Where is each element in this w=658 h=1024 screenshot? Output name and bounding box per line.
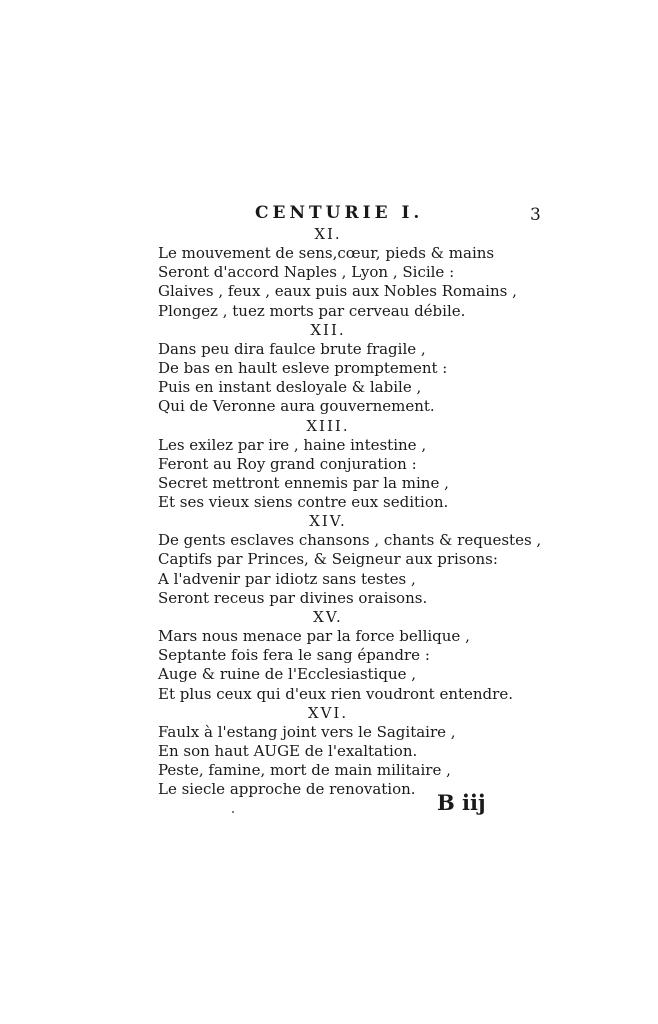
verse-line: Le mouvement de sens,cœur, pieds & mains <box>158 244 495 262</box>
verse-line: Captifs par Princes, & Seigneur aux prisons: <box>158 550 498 569</box>
signature-mark: B iij <box>437 790 486 815</box>
verse-line: A l'advenir par idiotz sans testes , <box>158 569 416 588</box>
quatrain-number: XVI. <box>307 703 349 722</box>
verse-line: Peste, famine, mort de main militaire , <box>158 761 451 780</box>
verse-line: En son haut AUGE de l'exaltation. <box>158 741 418 760</box>
quatrain-number: XI. <box>314 225 342 243</box>
quatrain-number: XV. <box>313 608 343 626</box>
quatrain-14 <box>158 512 558 608</box>
quatrain-15 <box>158 608 558 704</box>
quatrain-list <box>158 225 558 800</box>
verse-line: Feront au Roy grand conjuration : <box>158 454 417 473</box>
verse-line: Les exilez par ire , haine intestine , <box>158 435 427 454</box>
verse-line: Auge & ruine de l'Ecclesiastique , <box>158 665 417 684</box>
verse-line: Septante fois fera le sang épandre : <box>158 646 430 665</box>
verse-line: Glaives , feux , eaux puis aux Nobles Romains , <box>158 282 517 301</box>
quatrain-13 <box>158 417 558 513</box>
verse-line: Puis en instant desloyale & labile , <box>158 378 422 397</box>
verse-line: Mars nous menace par la force bellique , <box>158 627 470 645</box>
page-number: 3 <box>530 205 541 225</box>
quatrain-11 <box>158 225 558 321</box>
verse-line: Et plus ceux qui d'eux rien voudront entendre. <box>158 684 513 703</box>
verse-line: Plongez , tuez morts par cerveau débile. <box>158 301 466 320</box>
verse-line: Seront receus par divines oraisons. <box>158 588 428 607</box>
verse-line: Qui de Veronne aura gouvernement. <box>158 397 435 416</box>
verse-line: Le siecle approche de renovation. <box>158 780 416 799</box>
quatrain-number: XII. <box>310 320 346 339</box>
ink-speck <box>232 811 234 813</box>
quatrain-12 <box>158 321 558 417</box>
verse-line: Seront d'accord Naples , Lyon , Sicile : <box>158 263 455 282</box>
running-title: CENTURIE I. <box>255 203 424 223</box>
verse-line: Faulx à l'estang joint vers le Sagitaire , <box>158 722 456 741</box>
quatrain-number: XIII. <box>306 416 350 435</box>
quatrain-16 <box>158 704 558 800</box>
verse-line: Secret mettront ennemis par la mine , <box>158 473 449 492</box>
verse-line: Et ses vieux siens contre eux sedition. <box>158 493 449 512</box>
verse-line: Dans peu dira faulce brute fragile , <box>158 339 426 358</box>
verse-line: De bas en hault esleve promptement : <box>158 358 448 377</box>
verse-line: De gents esclaves chansons , chants & requestes , <box>158 531 542 550</box>
quatrain-number: XIV. <box>309 512 347 531</box>
